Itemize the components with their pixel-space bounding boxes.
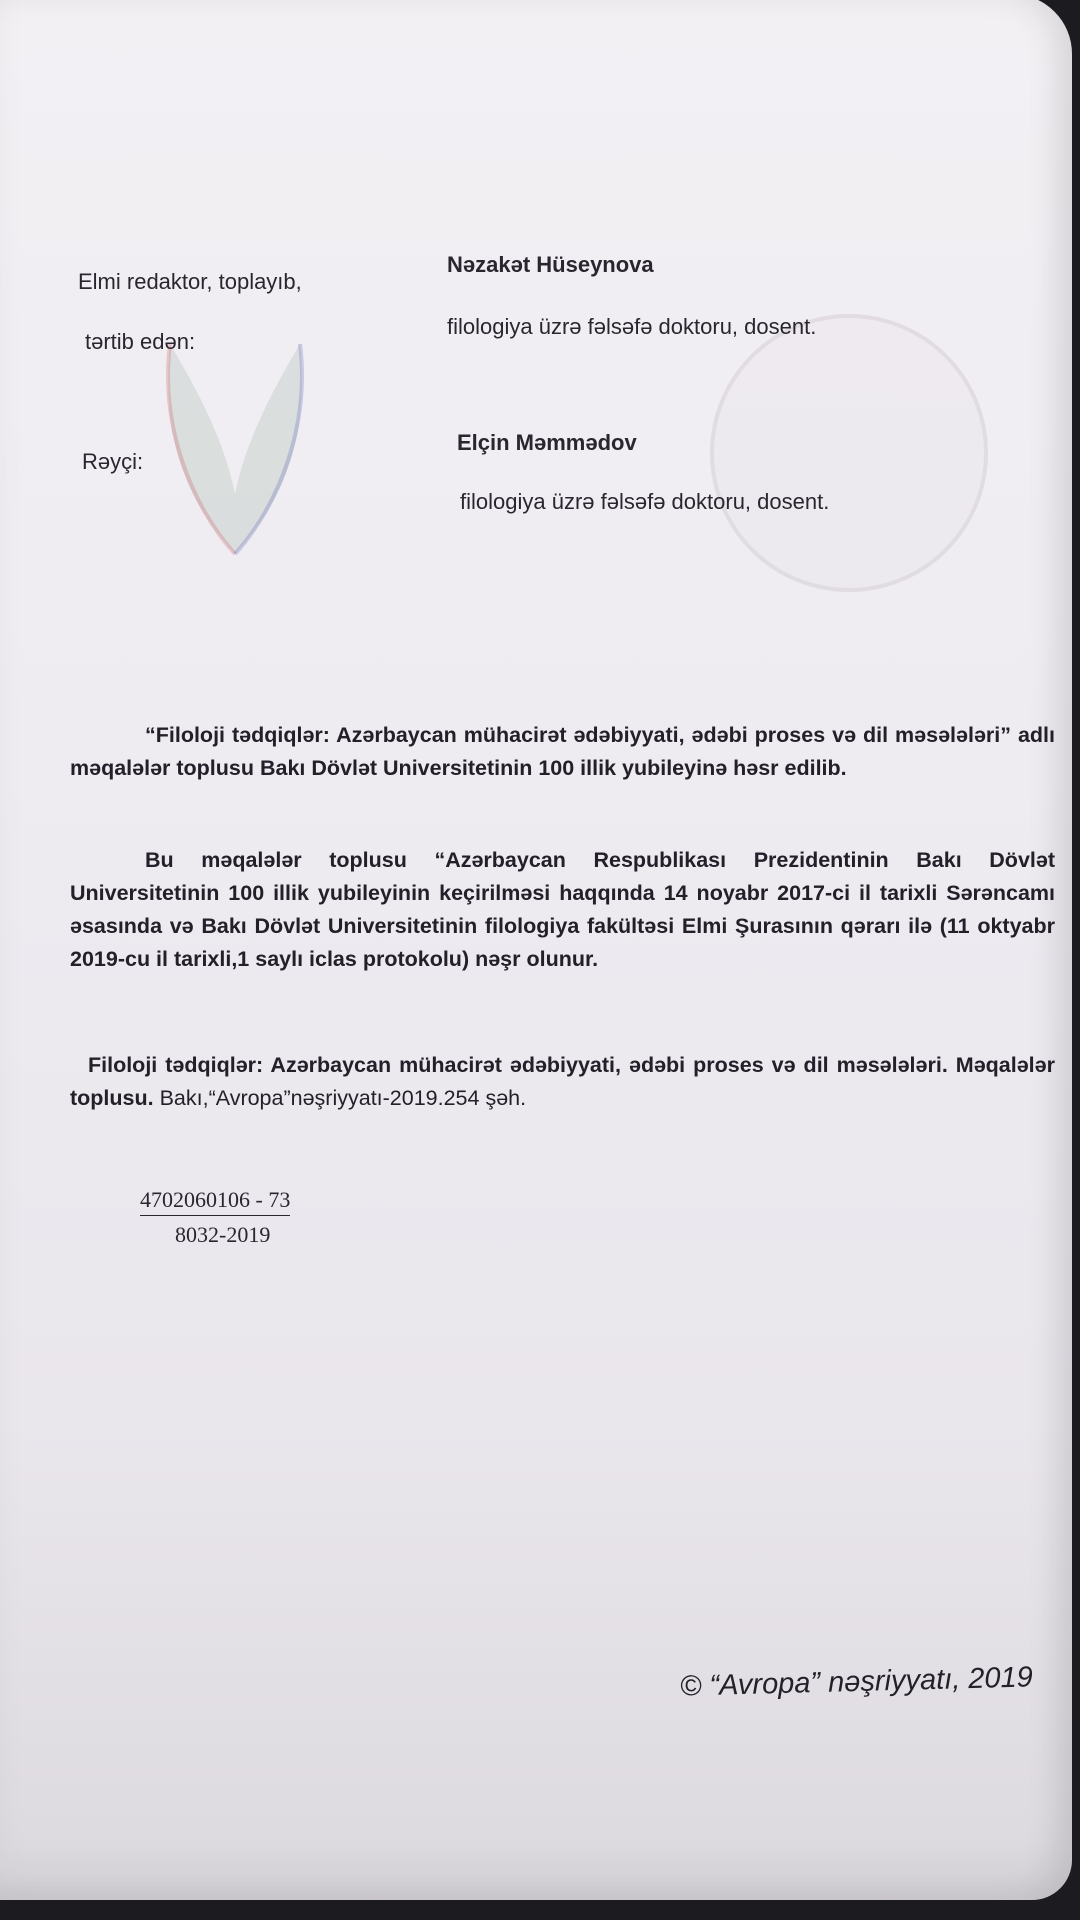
publication-basis-text: Bu məqalələr toplusu “Azərbaycan Respublikası Prezidentinin Bakı Dövlət Universitetinin 100 illik yubileyinin keçirilməsi haqqında 14 noyabr 2017-ci il tarixli Sərəncamı əsasında və Bakı Dövlət Universitetinin filologiya fakültəsi Elmi Şurasının qərarı ilə (11 oktyabr 2019-cu il tarixli,1 saylı iclas protokolu) nəşr olunur. <box>70 848 1055 971</box>
bibliographic-imprint: Bakı,“Avropa”nəşriyyatı-2019.254 şəh. <box>153 1086 527 1110</box>
editor-label-line1: Elmi redaktor, toplayıb, <box>78 269 302 294</box>
editor-title: filologiya üzrə fəlsəfə doktoru, dosent. <box>447 314 817 339</box>
seal-watermark <box>710 314 988 592</box>
classification-code-bottom: 8032-2019 <box>175 1222 271 1247</box>
bibliographic-title: Filoloji tədqiqlər: Azərbaycan mühacirət ədəbiyyati, ədəbi proses və dil məsələləri. Məqalələr toplusu. <box>70 1053 1055 1110</box>
reviewer-name: Elçin Məmmədov <box>457 430 637 455</box>
editor-name: Nəzakət Hüseynova <box>447 252 654 277</box>
bibliographic-paragraph <box>70 1049 1055 1115</box>
reviewer-label: Rəyçi: <box>82 449 144 474</box>
editor-label-line2: tərtib edən: <box>85 329 196 354</box>
copyright-notice: © “Avropa” nəşriyyatı, 2019 <box>679 1661 1034 1703</box>
publication-basis-paragraph <box>70 844 1055 976</box>
dedication-text: “Filoloji tədqiqlər: Azərbaycan mühacirət ədəbiyyati, ədəbi proses və dil məsələləri” adlı məqalələr toplusu Bakı Dövlət Universitetinin 100 illik yubileyinə həsr edilib. <box>70 723 1055 780</box>
classification-code-top: 4702060106 - 73 <box>140 1187 290 1216</box>
reviewer-title: filologiya üzrə fəlsəfə doktoru, dosent. <box>460 489 830 514</box>
dedication-paragraph <box>70 719 1055 785</box>
